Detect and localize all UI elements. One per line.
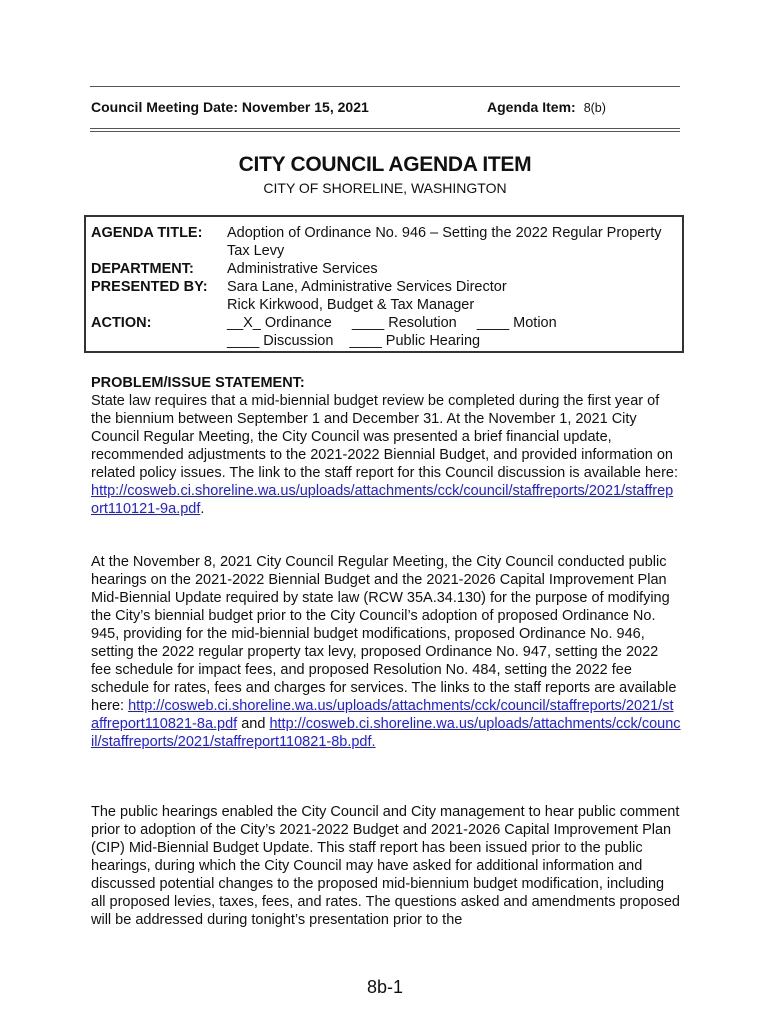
page-subtitle: CITY OF SHORELINE, WASHINGTON [263,180,507,196]
page-title: CITY COUNCIL AGENDA ITEM [238,153,532,176]
page-number: 8b-1 [366,977,404,997]
action-line-1: __X_ Ordinance ____ Resolution ____ Motion [227,315,557,331]
agenda-item [487,99,606,115]
paragraph-1-text: State law requires that a mid-biennial budget review be completed during the first year of the biennium between September 1 and December 31. At the November 1, 2021 City Council Regular Meeting, the City Council was presented a brief financial update, recommended adjustments to the 2021-2022 Biennial Budget, and provided information on related policy issues. The link to the staff report for this Council discussion is available here: [91,393,679,481]
problem-paragraph-1 [91,392,681,518]
meeting-date-value: November 15, 2021 [241,99,369,115]
meeting-date-label: Council Meeting Date: [91,99,239,115]
agenda-item-label: Agenda Item: [487,99,576,115]
problem-heading: PROBLEM/ISSUE STATEMENT: [91,375,305,391]
agenda-title-line1: Adoption of Ordinance No. 946 – Setting the 2022 Regular Property [227,225,662,241]
problem-paragraph-2-block [91,553,681,751]
staff-report-link-2[interactable]: http://cosweb.ci.shoreline.wa.us/uploads/attachments/cck/council/staffreports/2021/staffreport110821-8a.pdf [91,698,674,732]
agenda-title-label: AGENDA TITLE: [91,225,203,241]
problem-paragraph-2 [91,553,681,751]
header-bottom-rule-2 [90,131,680,132]
header-bottom-rule [90,128,680,129]
problem-paragraph-3: The public hearings enabled the City Council and City management to hear public comment prior to adoption of the City’s 2021-2022 Budget and 2021-2026 Capital Improvement Plan (CIP) Mid-Biennial Budget Update. This staff report has been issued prior to the public hearings, during which the City Council may have asked for additional information and discussed potential changes to the proposed mid-biennium budget modification, including all proposed levies, taxes, fees, and rates. The questions asked and amendments proposed will be addressed during tonight’s presentation prior to the [91,804,680,928]
header-top-rule [90,86,680,87]
action-line-2: ____ Discussion ____ Public Hearing [227,333,481,349]
presenter-1: Sara Lane, Administrative Services Director [227,279,507,295]
department-value: Administrative Services [227,261,378,277]
agenda-title-line2: Tax Levy [227,243,285,259]
presenter-2: Rick Kirkwood, Budget & Tax Manager [227,297,475,313]
action-label: ACTION: [91,315,152,331]
paragraph-2-text: At the November 8, 2021 City Council Regular Meeting, the City Council conducted public hearings on the 2021-2022 Biennial Budget and the 2021-2026 Capital Improvement Plan Mid-Biennial Update required by state law (RCW 35A.34.130) for the purpose of modifying the City’s biennial budget prior to the City Council’s adoption of proposed Ordinance No. 945, providing for the mid-biennial budget modifications, proposed Ordinance No. 946, setting the 2022 regular property tax levy, proposed Ordinance No. 947, setting the 2022 fee schedule for impact fees, and proposed Resolution No. 484, setting the 2022 fee schedule for rates, fees and charges for services. The links to the staff reports are available here: [91,554,677,714]
agenda-item-value: 8(b) [583,101,606,115]
link-join: and [237,716,266,732]
staff-report-link-3[interactable]: http://cosweb.ci.shoreline.wa.us/uploads/attachments/cck/council/staffreports/2021/staffreport110821-8b.pdf. [91,716,681,750]
link-1-end: . [200,501,205,517]
presented-by-label: PRESENTED BY: [91,279,208,295]
meeting-date [91,99,369,115]
department-label: DEPARTMENT: [91,261,194,277]
staff-report-link-1[interactable]: http://cosweb.ci.shoreline.wa.us/uploads/attachments/cck/council/staffreports/2021/staffreport110121-9a.pdf [91,483,674,517]
problem-paragraph-3-block [91,803,681,929]
problem-statement [91,374,681,518]
